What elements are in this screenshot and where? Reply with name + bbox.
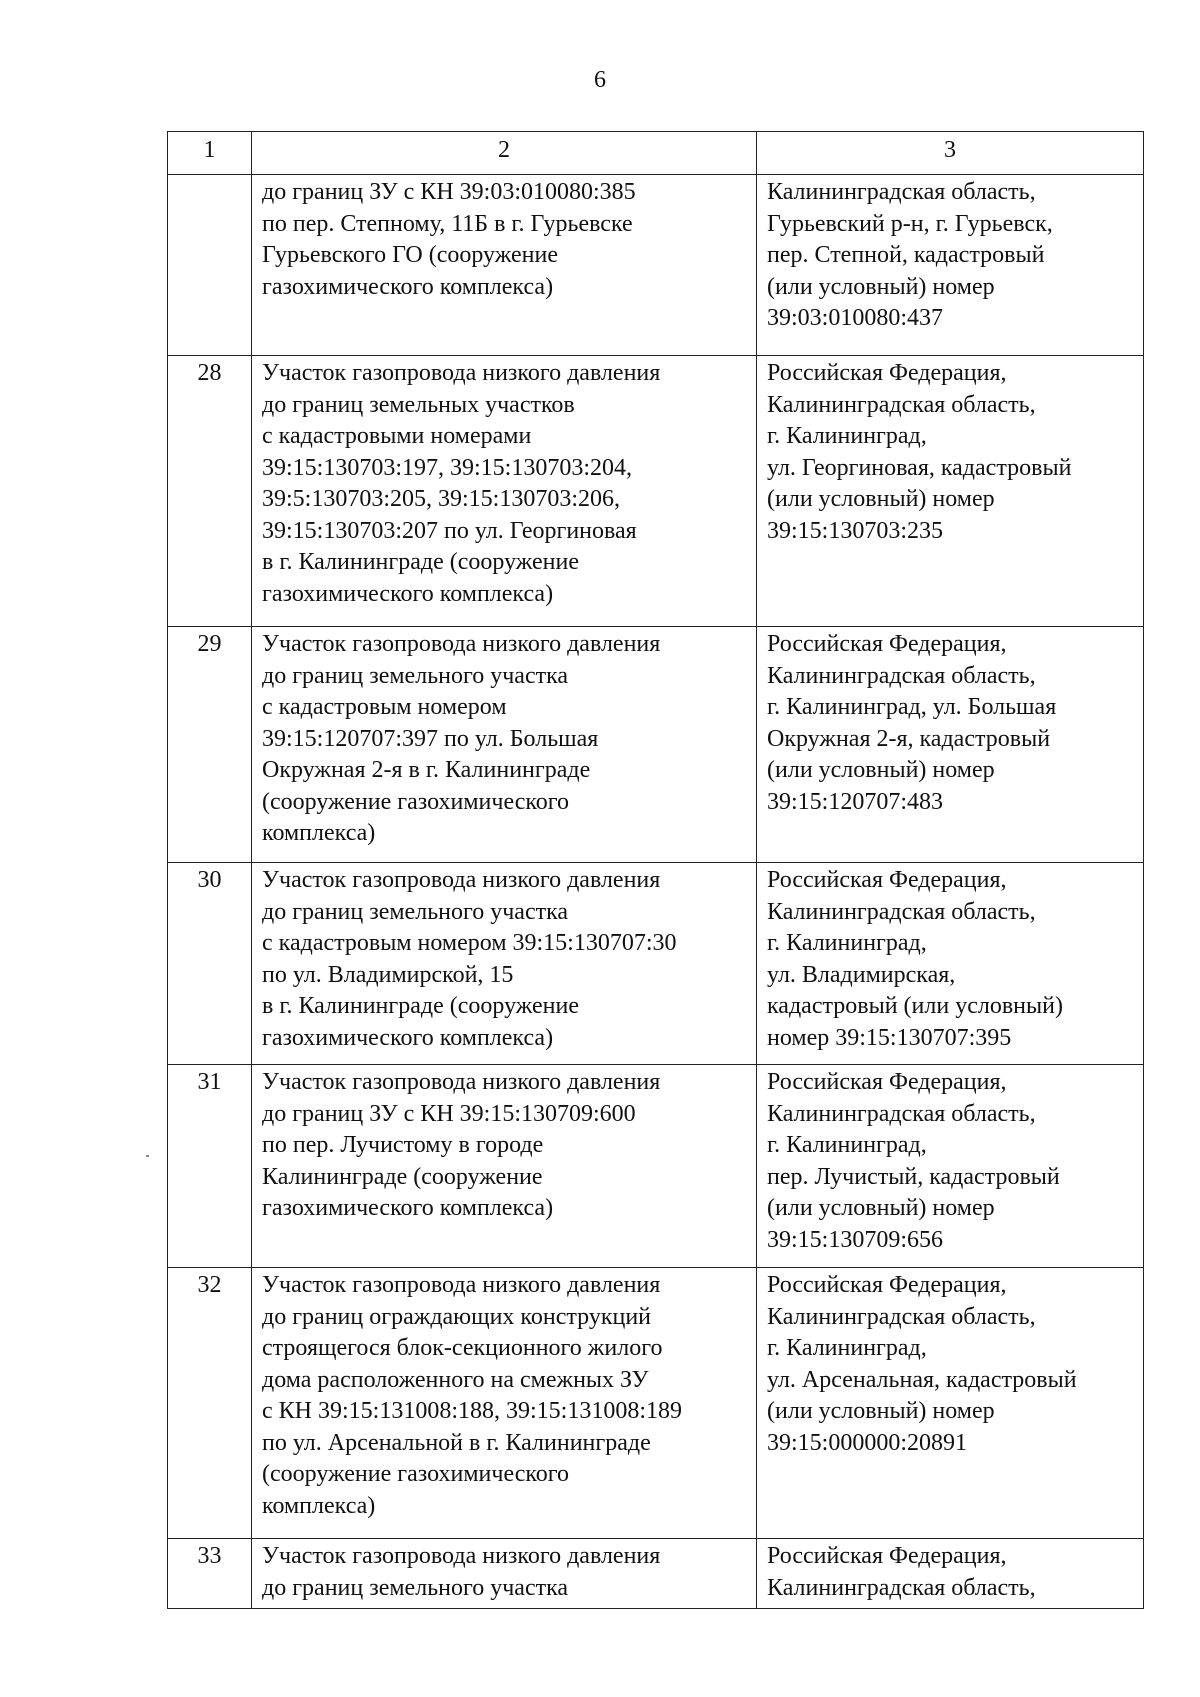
row-number: 30 — [168, 863, 252, 1065]
row-location: Калининградская область, Гурьевский р-н, г. Гурьевск, пер. Степной, кадастровый (или условный) номер 39:03:010080:437 — [757, 175, 1144, 356]
table-row — [168, 1539, 1144, 1609]
row-number: 31 — [168, 1065, 252, 1268]
table-header-row — [168, 132, 1144, 175]
row-location: Российская Федерация, Калининградская область, г. Калининград, ул. Большая Окружная 2-я, кадастровый (или условный) номер 39:15:120707:483 — [757, 627, 1144, 863]
row-location: Российская Федерация, Калининградская область, г. Калининград, ул. Владимирская, кадастровый (или условный) номер 39:15:130707:395 — [757, 863, 1144, 1065]
page-number: 6 — [594, 67, 606, 93]
row-description: до границ ЗУ с КН 39:03:010080:385 по пер. Степному, 11Б в г. Гурьевске Гурьевского ГО (сооружение газохимического комплекса) — [252, 175, 757, 356]
scan-speck — [146, 1155, 149, 1157]
row-description: Участок газопровода низкого давления до границ ЗУ с КН 39:15:130709:600 по пер. Лучистому в городе Калининграде (сооружение газохимического комплекса) — [252, 1065, 757, 1268]
row-number — [168, 175, 252, 356]
header-col-description: 2 — [252, 132, 757, 175]
row-description: Участок газопровода низкого давления до границ ограждающих конструкций строящегося блок-секционного жилого дома расположенного на смежных ЗУ с КН 39:15:131008:188, 39:15:131008:189 по ул. Арсенальной в г. Калининграде (сооружение газохимического комплекса) — [252, 1268, 757, 1539]
row-description: Участок газопровода низкого давления до границ земельных участков с кадастровыми номерами 39:15:130703:197, 39:15:130703:204, 39:5:130703:205, 39:15:130703:206, 39:15:130703:207 по ул. Георгиновая в г. Калининграде (сооружение газохимического комплекса) — [252, 356, 757, 627]
row-description: Участок газопровода низкого давления до границ земельного участка с кадастровым номером 39:15:130707:30 по ул. Владимирской, 15 в г. Калининграде (сооружение газохимического комплекса) — [252, 863, 757, 1065]
row-number: 33 — [168, 1539, 252, 1609]
table-row — [168, 356, 1144, 627]
row-location: Российская Федерация, Калининградская область, — [757, 1539, 1144, 1609]
table-row — [168, 1268, 1144, 1539]
header-col-location: 3 — [757, 132, 1144, 175]
table-row — [168, 1065, 1144, 1268]
row-number: 29 — [168, 627, 252, 863]
table-row — [168, 863, 1144, 1065]
row-number: 32 — [168, 1268, 252, 1539]
row-description: Участок газопровода низкого давления до границ земельного участка с кадастровым номером 39:15:120707:397 по ул. Большая Окружная 2-я в г. Калининграде (сооружение газохимического комплекса) — [252, 627, 757, 863]
row-location: Российская Федерация, Калининградская область, г. Калининград, пер. Лучистый, кадастровый (или условный) номер 39:15:130709:656 — [757, 1065, 1144, 1268]
row-description: Участок газопровода низкого давления до границ земельного участка — [252, 1539, 757, 1609]
registry-table — [167, 131, 1144, 1609]
table-row — [168, 627, 1144, 863]
row-location: Российская Федерация, Калининградская область, г. Калининград, ул. Георгиновая, кадастровый (или условный) номер 39:15:130703:235 — [757, 356, 1144, 627]
row-location: Российская Федерация, Калининградская область, г. Калининград, ул. Арсенальная, кадастровый (или условный) номер 39:15:000000:20891 — [757, 1268, 1144, 1539]
table-row — [168, 175, 1144, 356]
header-col-number: 1 — [168, 132, 252, 175]
row-number: 28 — [168, 356, 252, 627]
